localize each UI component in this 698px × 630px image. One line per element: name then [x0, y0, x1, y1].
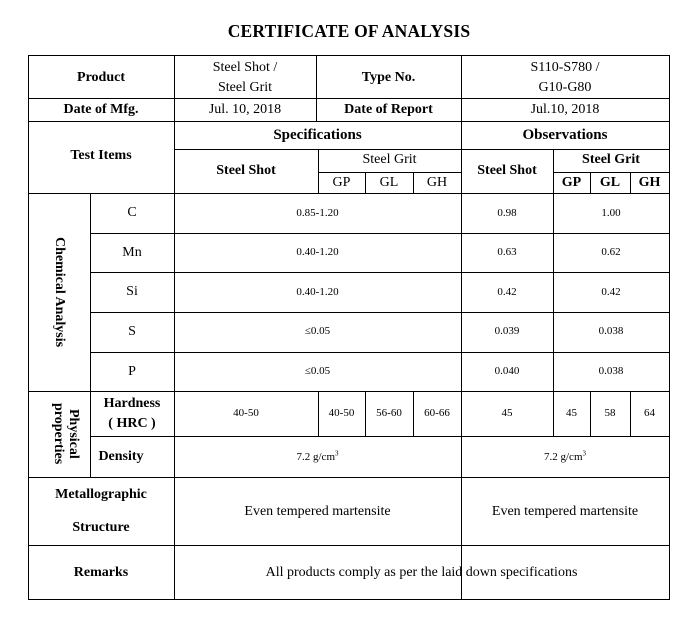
- spec-gh-header: GH: [426, 175, 448, 190]
- row-divider: [90, 352, 670, 353]
- obs-gp-header: GP: [561, 175, 582, 190]
- chem-spec: ≤0.05: [304, 325, 331, 337]
- product-value-line1: Steel Shot /: [212, 60, 278, 75]
- chem-obs-shot: 0.039: [494, 325, 520, 337]
- hardness-label-line2: ( HRC ): [108, 416, 156, 431]
- obs-steel-grit-header: Steel Grit: [582, 152, 640, 167]
- test-items-header: Test Items: [70, 148, 132, 163]
- hardness-obs-gl: 58: [604, 407, 616, 419]
- element-label: Si: [126, 284, 138, 299]
- row-divider: [28, 477, 670, 478]
- spec-steel-shot-header: Steel Shot: [216, 163, 276, 178]
- element-label: Mn: [122, 245, 142, 260]
- row-divider: [28, 121, 670, 122]
- remarks-label: Remarks: [73, 565, 129, 580]
- table-border-bottom: [28, 599, 670, 600]
- metallographic-spec: Even tempered martensite: [244, 504, 391, 519]
- row-divider: [553, 172, 670, 173]
- element-label: S: [128, 324, 136, 339]
- mfg-date-label: Date of Mfg.: [63, 102, 139, 117]
- chem-spec: ≤0.05: [304, 365, 331, 377]
- row-divider: [28, 545, 670, 546]
- density-obs: 7.2 $g/cm^3$: [544, 449, 586, 463]
- row-divider: [318, 172, 461, 173]
- remarks-text: All products comply as per the laid down specifications: [265, 565, 578, 580]
- hardness-spec-gh: 60-66: [424, 407, 450, 419]
- metallographic-obs: Even tempered martensite: [491, 504, 639, 519]
- report-date-label: Date of Report: [344, 102, 433, 117]
- spec-gp-header: GP: [332, 175, 351, 190]
- chem-obs-grit: 0.038: [598, 365, 624, 377]
- metallographic-label-line1: Metallographic: [55, 487, 147, 502]
- chem-obs-shot: 0.63: [497, 246, 517, 258]
- row-divider: [90, 436, 670, 437]
- spec-steel-grit-header: Steel Grit: [362, 152, 417, 167]
- report-date-value: Jul.10, 2018: [530, 102, 600, 117]
- row-divider: [90, 272, 670, 273]
- row-divider: [174, 149, 670, 150]
- hardness-spec-gl: 56-60: [376, 407, 402, 419]
- hardness-obs-gp: 45: [566, 407, 577, 419]
- chem-spec: 0.40-1.20: [296, 286, 339, 298]
- row-divider: [28, 391, 670, 392]
- spec-gl-header: GL: [379, 175, 399, 190]
- col-divider: [553, 193, 554, 436]
- mfg-date-value: Jul. 10, 2018: [208, 102, 282, 117]
- chem-obs-grit: 0.62: [601, 246, 621, 258]
- row-divider: [90, 312, 670, 313]
- obs-gl-header: GL: [599, 175, 621, 190]
- hardness-obs-shot: 45: [501, 407, 513, 419]
- element-label: P: [128, 364, 136, 379]
- chem-obs-grit: 0.038: [598, 325, 624, 337]
- chem-spec: 0.85-1.20: [296, 207, 339, 219]
- type-value-line2: G10-G80: [538, 80, 592, 95]
- chem-obs-shot: 0.98: [497, 207, 517, 219]
- hardness-spec-shot: 40-50: [233, 407, 259, 419]
- product-value-line2: Steel Grit: [217, 80, 273, 95]
- hardness-obs-gh: 64: [644, 407, 655, 419]
- chem-obs-shot: 0.040: [494, 365, 520, 377]
- document-title: CERTIFICATE OF ANALYSIS: [227, 21, 471, 41]
- density-label: Density: [98, 449, 144, 464]
- density-spec: 7.2 $g/cm^3$: [296, 449, 339, 463]
- obs-steel-shot-header: Steel Shot: [477, 163, 537, 178]
- hardness-spec-gp: 40-50: [328, 407, 355, 419]
- product-label: Product: [77, 70, 125, 85]
- row-divider: [28, 193, 670, 194]
- type-value-line1: S110-S780 /: [530, 60, 600, 75]
- hardness-label-line1: Hardness: [103, 396, 161, 411]
- table-border-left: [28, 55, 29, 599]
- chem-spec: 0.40-1.20: [296, 246, 339, 258]
- physical-properties-group-label: Physical properties: [51, 403, 81, 465]
- row-divider: [28, 98, 670, 99]
- specifications-header: Specifications: [273, 127, 362, 143]
- table-border-top: [28, 55, 670, 56]
- row-divider: [90, 233, 670, 234]
- chemical-analysis-group-label: Chemical Analysis: [52, 236, 67, 348]
- table-border-right: [669, 55, 670, 599]
- metallographic-label-line2: Structure: [72, 520, 130, 535]
- element-label: C: [127, 205, 137, 220]
- chem-obs-grit: 0.42: [601, 286, 621, 298]
- chem-obs-grit: 1.00: [601, 207, 621, 219]
- observations-header: Observations: [522, 127, 608, 143]
- chem-obs-shot: 0.42: [497, 286, 517, 298]
- obs-gh-header: GH: [638, 175, 661, 190]
- type-label: Type No.: [361, 70, 416, 85]
